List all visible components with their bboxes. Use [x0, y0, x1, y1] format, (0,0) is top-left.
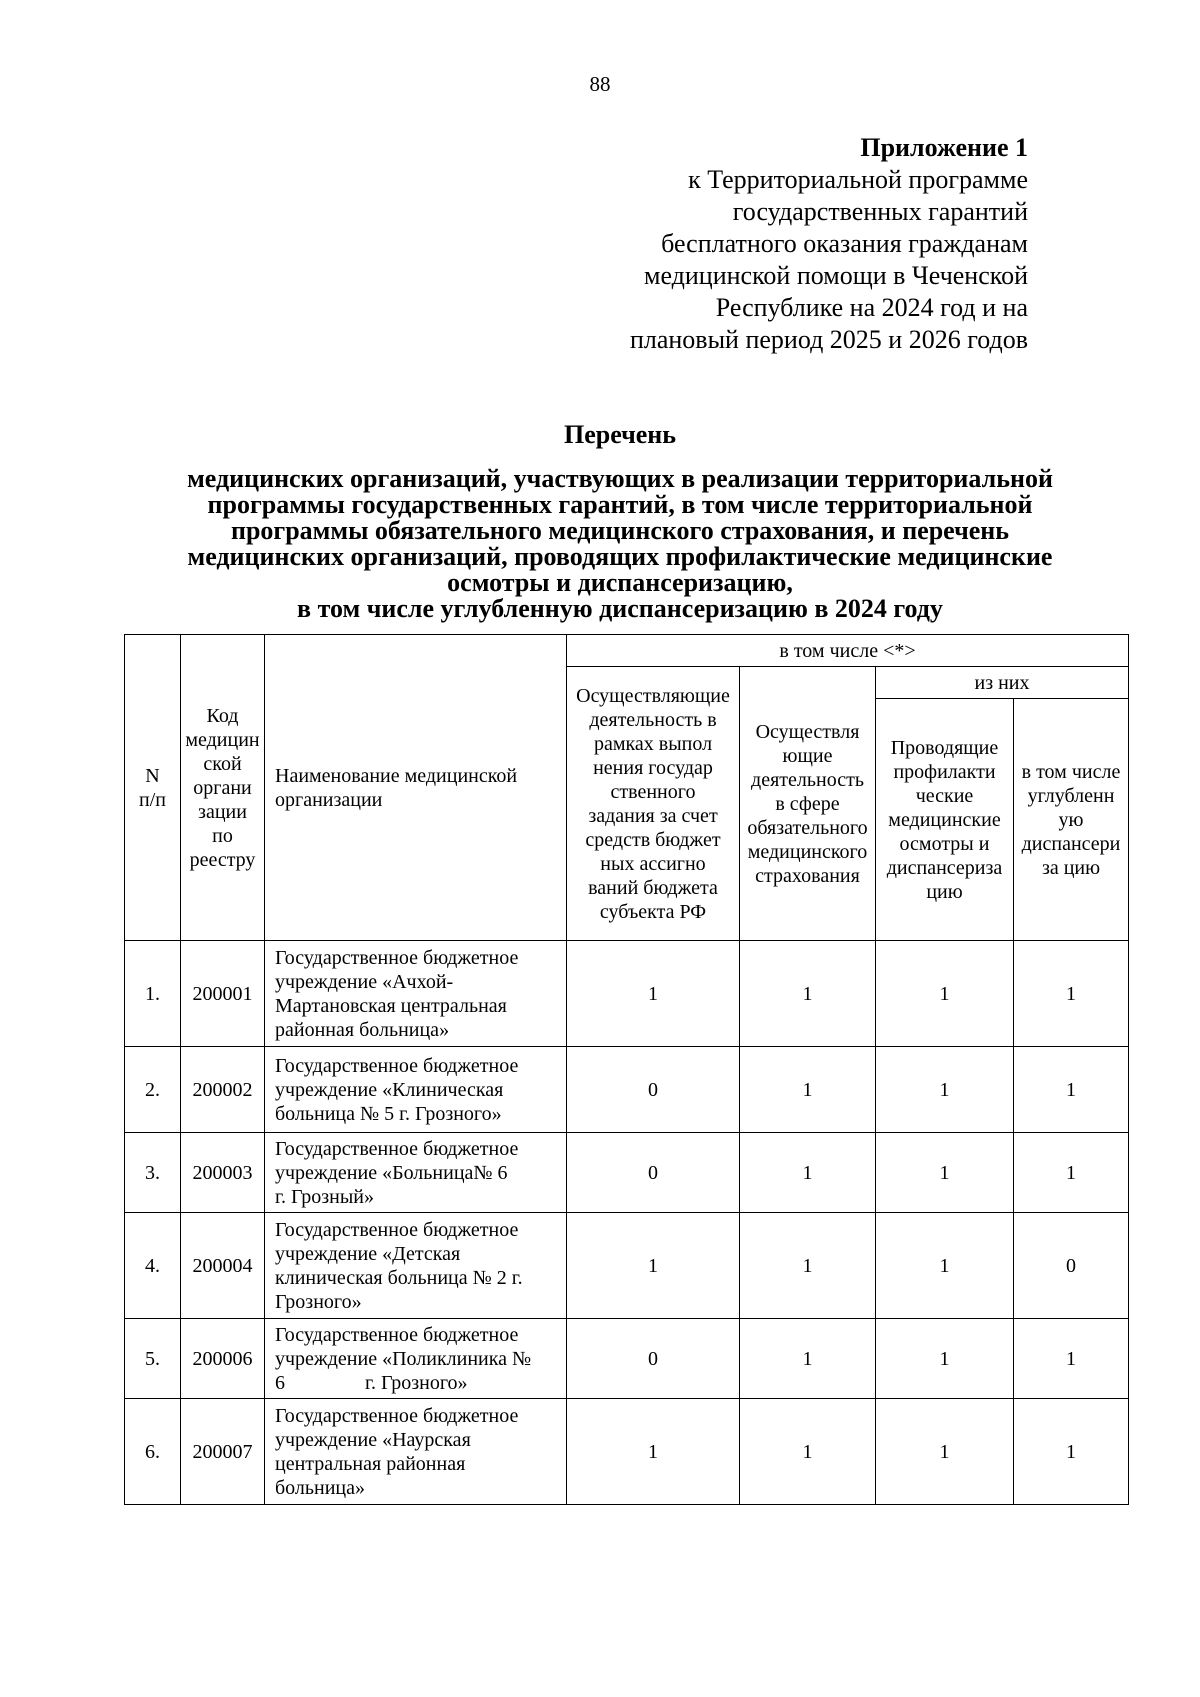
row-prof: 1 [876, 941, 1014, 1047]
row-prof: 1 [876, 1319, 1014, 1399]
header-name: Наименование медицинской организации [265, 635, 567, 941]
table-row [125, 1213, 1129, 1319]
header-deep: в том числе углубленн ую диспансери за цию [1014, 699, 1129, 941]
subtitle-line: осмотры и диспансеризацию, [447, 568, 793, 597]
row-name: Государственное бюджетное учреждение «Детская клиническая больница № 2 г. Грозного» [265, 1213, 567, 1319]
appendix-line: государственных гарантий [732, 197, 1028, 226]
subtitle-line: программы обязательного медицинского страхования, и перечень [230, 516, 1010, 545]
header-prof: Проводящие профилакти ческие медицинские осмотры и диспансериза цию [876, 699, 1014, 941]
table-row [125, 1047, 1129, 1133]
header-budget: Осуществляющие деятельность в рамках выпол нения государ ственного задания за счет средств бюджет ных ассигно ваний бюджета субъекта РФ [567, 667, 740, 941]
row-prof: 1 [876, 1133, 1014, 1213]
row-deep: 1 [1014, 1133, 1129, 1213]
row-deep: 1 [1014, 941, 1129, 1047]
row-num: 4. [125, 1213, 181, 1319]
row-oms: 1 [740, 1319, 876, 1399]
appendix-line: Республике на 2024 год и на [715, 293, 1028, 322]
row-budget: 0 [567, 1133, 740, 1213]
header-of-them: из них [876, 667, 1129, 699]
subtitle-line: в том числе углубленную диспансеризацию в 2024 году [297, 594, 943, 623]
header-including: в том числе <*> [567, 635, 1129, 667]
row-budget: 1 [567, 1399, 740, 1505]
table-row [125, 1399, 1129, 1505]
row-deep: 1 [1014, 1047, 1129, 1133]
table-row [125, 1133, 1129, 1213]
document-title: Перечень [563, 420, 677, 449]
row-code: 200007 [181, 1399, 265, 1505]
row-deep: 0 [1014, 1213, 1129, 1319]
row-num: 1. [125, 941, 181, 1047]
appendix-line: медицинской помощи в Чеченской [644, 261, 1028, 290]
row-name: Государственное бюджетное учреждение «Ачхой- Мартановская центральная районная больница» [265, 941, 567, 1047]
row-prof: 1 [876, 1399, 1014, 1505]
row-oms: 1 [740, 1213, 876, 1319]
row-oms: 1 [740, 1047, 876, 1133]
row-name: Государственное бюджетное учреждение «Больница№ 6 г. Грозный» [265, 1133, 567, 1213]
row-oms: 1 [740, 1399, 876, 1505]
row-code: 200002 [181, 1047, 265, 1133]
table-row [125, 1319, 1129, 1399]
organizations-table [124, 634, 1129, 1505]
row-deep: 1 [1014, 1319, 1129, 1399]
document-heading [100, 418, 1140, 622]
header-code: Код медицин ской органи зации по реестру [181, 635, 265, 941]
subtitle-line: программы государственных гарантий, в том числе территориальной [207, 490, 1033, 519]
row-code: 200001 [181, 941, 265, 1047]
document-subtitle [100, 466, 1140, 622]
row-budget: 1 [567, 1213, 740, 1319]
row-num: 2. [125, 1047, 181, 1133]
row-code: 200006 [181, 1319, 265, 1399]
subtitle-line: медицинских организаций, участвующих в реализации территориальной [187, 464, 1053, 493]
row-prof: 1 [876, 1213, 1014, 1319]
appendix-title: Приложение 1 [860, 133, 1028, 162]
appendix-line: плановый период 2025 и 2026 годов [629, 325, 1028, 354]
row-num: 6. [125, 1399, 181, 1505]
row-name: Государственное бюджетное учреждение «Наурская центральная районная больница» [265, 1399, 567, 1505]
row-num: 3. [125, 1133, 181, 1213]
row-prof: 1 [876, 1047, 1014, 1133]
row-oms: 1 [740, 941, 876, 1047]
appendix-line: к Территориальной программе [688, 165, 1028, 194]
row-code: 200003 [181, 1133, 265, 1213]
row-oms: 1 [740, 1133, 876, 1213]
row-name: Государственное бюджетное учреждение «Поликлиника № 6 г. Грозного» [265, 1319, 567, 1399]
appendix-line: бесплатного оказания гражданам [661, 229, 1028, 258]
header-num: N п/п [125, 635, 181, 941]
row-deep: 1 [1014, 1399, 1129, 1505]
appendix-block [468, 132, 1028, 356]
row-budget: 0 [567, 1319, 740, 1399]
row-budget: 1 [567, 941, 740, 1047]
header-oms: Осуществля ющие деятельность в сфере обязательного медицинского страхования [740, 667, 876, 941]
row-num: 5. [125, 1319, 181, 1399]
row-code: 200004 [181, 1213, 265, 1319]
row-budget: 0 [567, 1047, 740, 1133]
row-name: Государственное бюджетное учреждение «Клиническая больница № 5 г. Грозного» [265, 1047, 567, 1133]
page-number: 88 [589, 72, 611, 96]
table-row [125, 941, 1129, 1047]
subtitle-line: медицинских организаций, проводящих профилактические медицинские [187, 542, 1053, 571]
